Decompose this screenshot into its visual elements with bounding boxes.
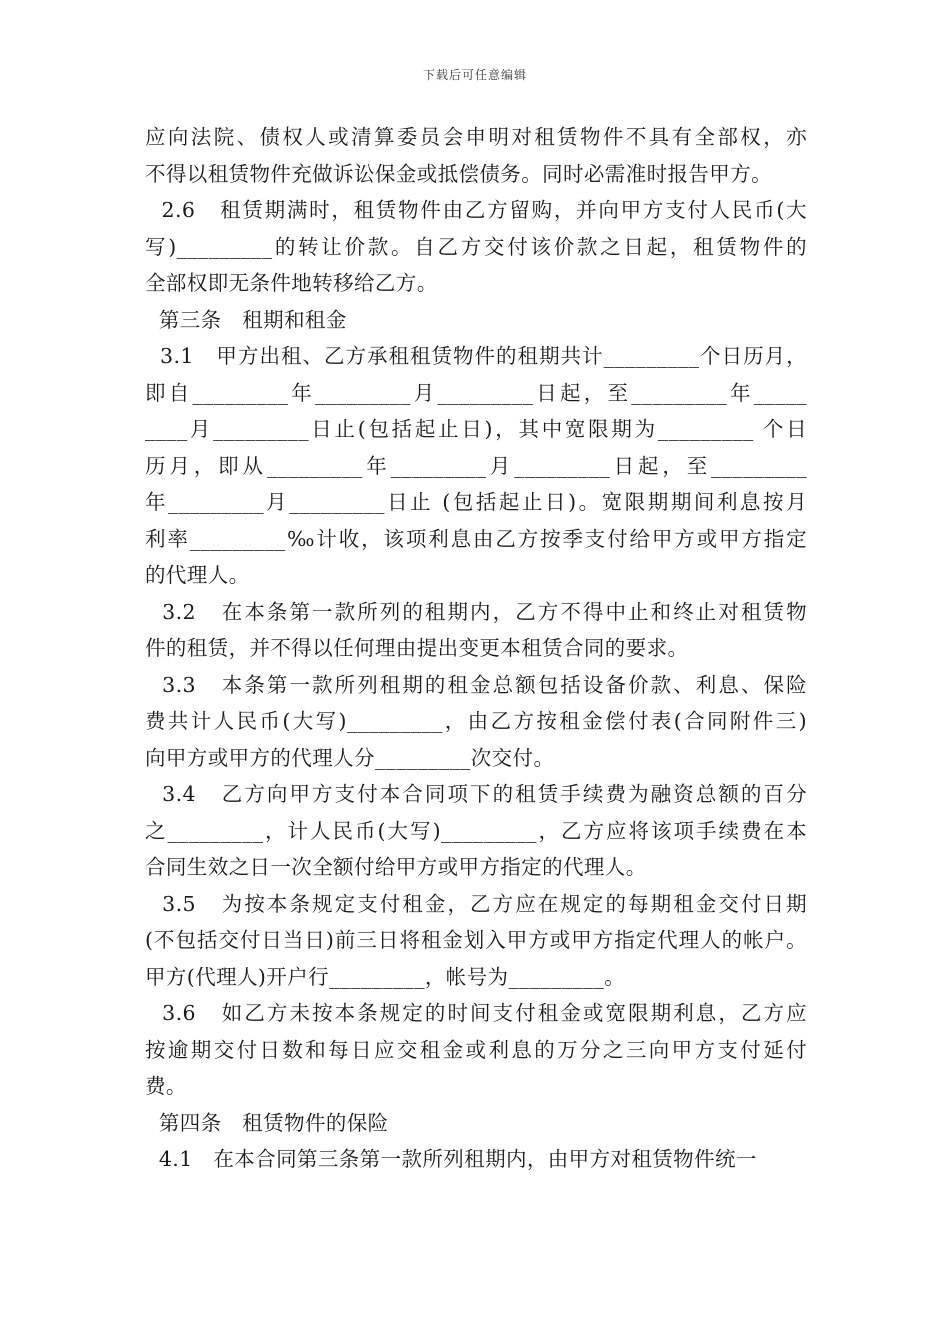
paragraph [145, 776, 807, 886]
paragraph [145, 119, 807, 192]
text-line: 利率_________‰计收，该项利息由乙方按季支付给甲方或甲方指定 [145, 526, 807, 551]
text-line: 年_________月_________日止 (包括起止日)。宽限期期间利息按月 [145, 490, 807, 514]
text-line: 3.5 为按本条规定支付租金，乙方应在规定的每期租金交付日期 [145, 891, 807, 916]
text-line: 3.4 乙方向甲方支付本合同项下的租赁手续费为融资总额的百分 [145, 782, 807, 806]
text-line: 费。 [145, 1074, 187, 1098]
text-line: 3.3 本条第一款所列租期的租金总额包括设备价款、利息、保险 [145, 672, 807, 697]
text-line: 2.6 租赁期满时，租赁物件由乙方留购，并向甲方支付人民币(大 [145, 198, 807, 222]
page-header-note: 下载后可任意编辑 [422, 68, 527, 82]
text-line: 费共计人民币(大写)_________，由乙方按租金偿付表(合同附件三) [145, 709, 807, 733]
text-line: 即自_________年_________月_________日起，至_________年_____ [145, 380, 807, 405]
paragraph [145, 995, 807, 1105]
text-line: 应向法院、债权人或清算委员会申明对租赁物件不具有全部权，亦 [145, 125, 807, 149]
text-line: 全部权即无条件地转移给乙方。 [145, 271, 438, 295]
text-line: 4.1 在本合同第三条第一款所列租期内，由甲方对租赁物件统一 [145, 1147, 757, 1171]
text-line: ____月_________日止(包括起止日)，其中宽限期为_________ 个日 [145, 417, 807, 441]
text-line: 不得以租赁物件充做诉讼保金或抵偿债务。同时必需准时报告甲方。 [145, 161, 772, 186]
text-line: 3.2 在本条第一款所列的租期内，乙方不得中止和终止对租赁物 [145, 599, 807, 624]
paragraph [145, 1141, 807, 1178]
text-line: 3.6 如乙方未按本条规定的时间支付租金或宽限期利息，乙方应 [145, 1001, 807, 1025]
text-line: 件的租赁，并不得以任何理由提出变更本租赁合同的要求。 [145, 636, 689, 660]
text-line: 的代理人。 [145, 563, 250, 587]
text-line: 向甲方或甲方的代理人分_________次交付。 [145, 745, 555, 770]
text-line: 合同生效之日一次全额付给甲方或甲方指定的代理人。 [145, 855, 647, 879]
text-line: (不包括交付日当日)前三日将租金划入甲方或甲方指定代理人的帐户。 [145, 928, 807, 952]
paragraph [145, 886, 807, 996]
paragraph [145, 192, 807, 302]
paragraph [145, 1105, 807, 1142]
document-body [145, 119, 807, 1178]
paragraph [145, 302, 807, 339]
paragraph [145, 594, 807, 667]
text-line: 历月，即从_________年_________月_________日起，至_________ [145, 453, 807, 478]
text-line: 3.1 甲方出租、乙方承租租赁物件的租期共计_________个日历月， [145, 344, 807, 368]
text-line: 之_________，计人民币(大写)_________，乙方应将该项手续费在本 [145, 818, 807, 843]
text-line: 甲方(代理人)开户行_________，帐号为_________。 [145, 964, 626, 989]
paragraph [145, 667, 807, 777]
text-line: 第四条 租赁物件的保险 [145, 1110, 389, 1135]
text-line: 按逾期交付日数和每日应交租金或利息的万分之三向甲方支付延付 [145, 1037, 807, 1062]
text-line: 第三条 租期和租金 [145, 307, 347, 332]
text-line: 写)_________的转让价款。自乙方交付该价款之日起，租赁物件的 [145, 234, 807, 259]
paragraph [145, 338, 807, 594]
